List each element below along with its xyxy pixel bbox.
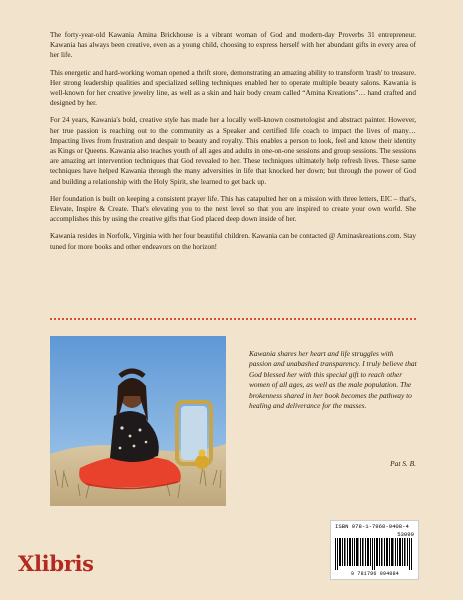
- barcode-digits: 9 781796 094084: [350, 571, 399, 577]
- isbn-number: ISBN 978-1-7960-9408-4: [335, 523, 409, 530]
- bio-paragraph-1: The forty-year-old Kawania Amina Brickhouse is a vibrant woman of God and modern-day Proverbs 31 entrepreneur. Kawania has always been creative, even as a young child, choosing to express herself with her abundant gifts in every area of her life.: [50, 31, 416, 60]
- testimonial-quote: [249, 349, 417, 411]
- isbn-barcode: [330, 520, 419, 580]
- quote-text: Kawania shares her heart and life struggles with passion and unabashed transparency. I truly believe that God blessed her with this special gift to reach other women of all ages, as well as the male population. The brokenness shared in her book becomes the pathway to healing and deliverance for the masses.: [249, 349, 417, 411]
- author-photo: [50, 336, 226, 506]
- dotted-divider: [50, 318, 416, 320]
- barcode-bars: [335, 538, 414, 570]
- xlibris-logo: Xlibris: [18, 551, 94, 576]
- bio-paragraph-4: Her foundation is built on keeping a consistent prayer life. This has catapulted her on a mission with three letters, EIC – that's, Elevate, Inspire & Create. That's elevating you to the next level so that you are inspired to create your own world. She accomplishes this by using the creative gifts that God placed deep down inside of her.: [50, 194, 416, 224]
- author-bio: [50, 30, 416, 259]
- bio-paragraph-5: Kawania resides in Norfolk, Virginia with her four beautiful children. Kawania can be contacted @ Aminaskreations.com. Stay tuned for more books and other endeavors on the horizon!: [50, 232, 416, 251]
- author-photo-illustration: [50, 336, 226, 506]
- quote-attribution: Pat S. B.: [390, 459, 416, 468]
- bio-paragraph-2: This energetic and hard-working woman opened a thrift store, demonstrating an amazing ability to transform 'trash' to treasure. Her strong leadership qualities and specialized selling techniques enabled her to operate multiple beauty salons. Kawania is well-known for her creative jewelry line, as well as a skin and hair body cream called “Amina Kreations”… hand crafted and designed by her.: [50, 68, 416, 108]
- bio-paragraph-3: For 24 years, Kawania's bold, creative style has made her a locally well-known cosmetologist and abstract painter. However, her true passion is reaching out to the community as a Speaker and certified life coach to impact the lives of many… Impacting lives from frustration and despair to beauty and royalty. This enables a person to look, feel and know their identity as Kings or Queens. Kawania also teaches youth of all ages and adults in one-on-one sessions and group sessions. The sessions are amazing art intervention techniques that God revealed to her. These techniques ultimately help refresh lives. These same techniques have helped Kawania through the many adversities in life that knocked her down; but through the power of God and building a relationship with the Holy Spirit, she learned to get back up.: [50, 116, 416, 186]
- price-code: 53099: [397, 531, 414, 538]
